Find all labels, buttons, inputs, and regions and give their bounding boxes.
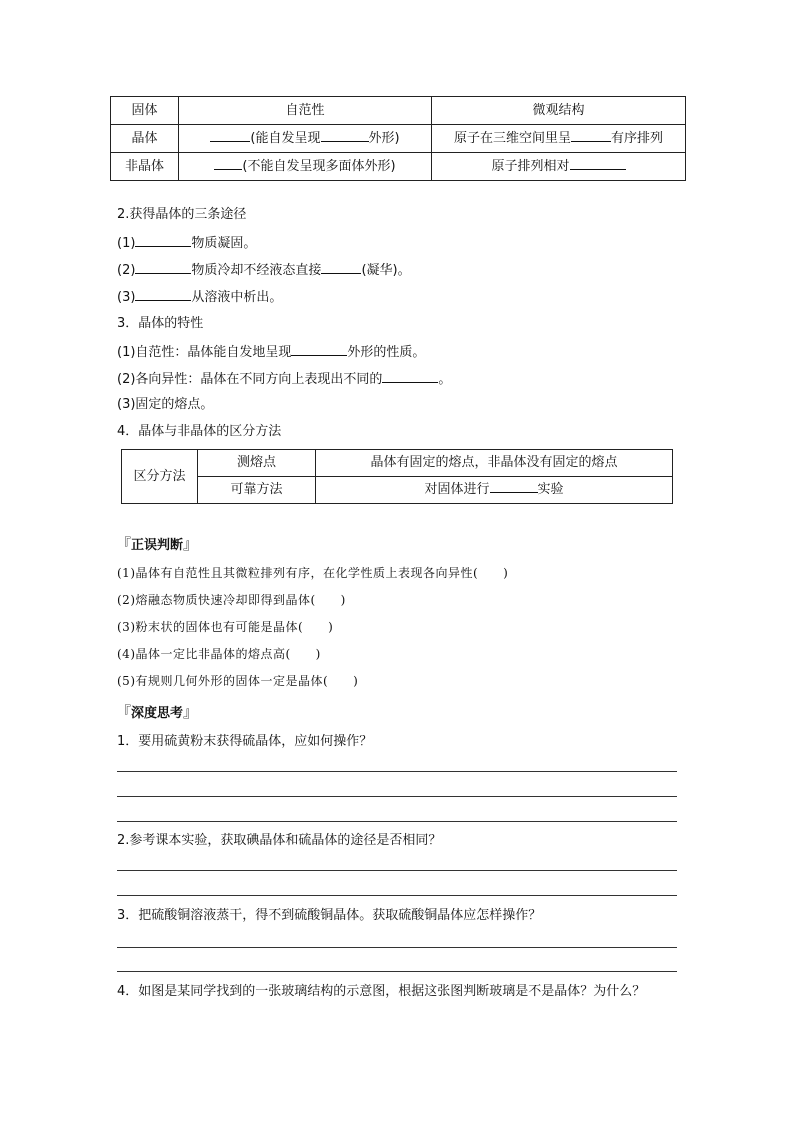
table-header-row <box>111 97 686 125</box>
fill-blank <box>135 287 191 301</box>
fill-blank <box>490 479 538 493</box>
method-melting-desc: 晶体有固定的熔点，非晶体没有固定的熔点 <box>316 450 673 477</box>
row-amorphous-micro: 原子排列相对 <box>432 153 686 181</box>
section3-item1: (1)自范性：晶体能自发地呈现 外形的性质。 <box>117 342 425 362</box>
fill-blank <box>135 233 191 247</box>
table-row-crystal <box>111 125 686 153</box>
fill-blank <box>135 260 191 274</box>
section2-item2: (2) 物质冷却不经液态直接 (凝华)。 <box>117 260 411 280</box>
section3-item3: (3)固定的熔点。 <box>117 397 214 412</box>
section3-title: 3．晶体的特性 <box>117 316 204 331</box>
answer-line[interactable] <box>117 870 677 871</box>
row-crystal-micro: 原子在三维空间里呈 有序排列 <box>432 125 686 153</box>
answer-line[interactable] <box>117 971 677 972</box>
header-solid: 固体 <box>111 97 179 125</box>
answer-line[interactable] <box>117 947 677 948</box>
fill-blank <box>321 128 369 142</box>
judge-item-3: (3)粉末状的固体也有可能是晶体( ) <box>117 620 334 634</box>
row-amorphous-label: 非晶体 <box>111 153 179 181</box>
answer-line[interactable] <box>117 771 677 772</box>
method-reliable: 可靠方法 <box>198 477 316 504</box>
fill-blank <box>570 156 626 170</box>
corner-bracket-close: 』 <box>183 535 199 553</box>
answer-line[interactable] <box>117 895 677 896</box>
judge-item-4: (4)晶体一定比非晶体的熔点高( ) <box>117 647 321 661</box>
think-question-1: 1．要用硫黄粉末获得硫晶体，应如何操作？ <box>117 734 373 749</box>
think-question-4: 4．如图是某同学找到的一张玻璃结构的示意图，根据这张图判断玻璃是不是晶体？为什么？ <box>117 984 646 999</box>
row-crystal-selfshape: (能自发呈现 外形) <box>179 125 432 153</box>
section2-item1: (1) 物质凝固。 <box>117 233 256 253</box>
distinguish-label: 区分方法 <box>122 450 198 504</box>
fill-blank <box>291 342 347 356</box>
table-row-amorphous <box>111 153 686 181</box>
section4-title: 4．晶体与非晶体的区分方法 <box>117 424 282 439</box>
fill-blank <box>214 156 242 170</box>
corner-bracket-close: 』 <box>183 703 199 721</box>
section3-item2: (2)各向异性：晶体在不同方向上表现出不同的 。 <box>117 369 451 389</box>
fill-blank <box>571 128 611 142</box>
corner-bracket-open: 『 <box>116 703 132 721</box>
judge-heading: 『正误判断』 <box>116 535 199 553</box>
crystal-comparison-table <box>110 96 686 181</box>
judge-item-1: (1)晶体有自范性且其微粒排列有序，在化学性质上表现各向异性( ) <box>117 566 509 580</box>
table-row <box>122 477 673 504</box>
method-melting-point: 测熔点 <box>198 450 316 477</box>
think-heading: 『深度思考』 <box>116 703 199 721</box>
section2-item3: (3) 从溶液中析出。 <box>117 287 282 307</box>
think-question-3: 3．把硫酸铜溶液蒸干，得不到硫酸铜晶体。获取硫酸铜晶体应怎样操作？ <box>117 908 542 923</box>
fill-blank <box>382 369 438 383</box>
header-micro-structure: 微观结构 <box>432 97 686 125</box>
corner-bracket-open: 『 <box>116 535 132 553</box>
row-amorphous-selfshape: (不能自发呈现多面体外形) <box>179 153 432 181</box>
header-self-shape: 自范性 <box>179 97 432 125</box>
table-row <box>122 450 673 477</box>
answer-line[interactable] <box>117 796 677 797</box>
section2-title: 2.获得晶体的三条途径 <box>117 207 247 222</box>
distinguish-method-table <box>121 449 673 504</box>
method-reliable-desc: 对固体进行 实验 <box>316 477 673 504</box>
fill-blank <box>321 260 361 274</box>
think-question-2: 2.参考课本实验，获取碘晶体和硫晶体的途径是否相同？ <box>117 833 442 848</box>
row-crystal-label: 晶体 <box>111 125 179 153</box>
judge-item-5: (5)有规则几何外形的固体一定是晶体( ) <box>117 674 359 688</box>
fill-blank <box>210 128 250 142</box>
answer-line[interactable] <box>117 821 677 822</box>
judge-item-2: (2)熔融态物质快速冷却即得到晶体( ) <box>117 593 346 607</box>
